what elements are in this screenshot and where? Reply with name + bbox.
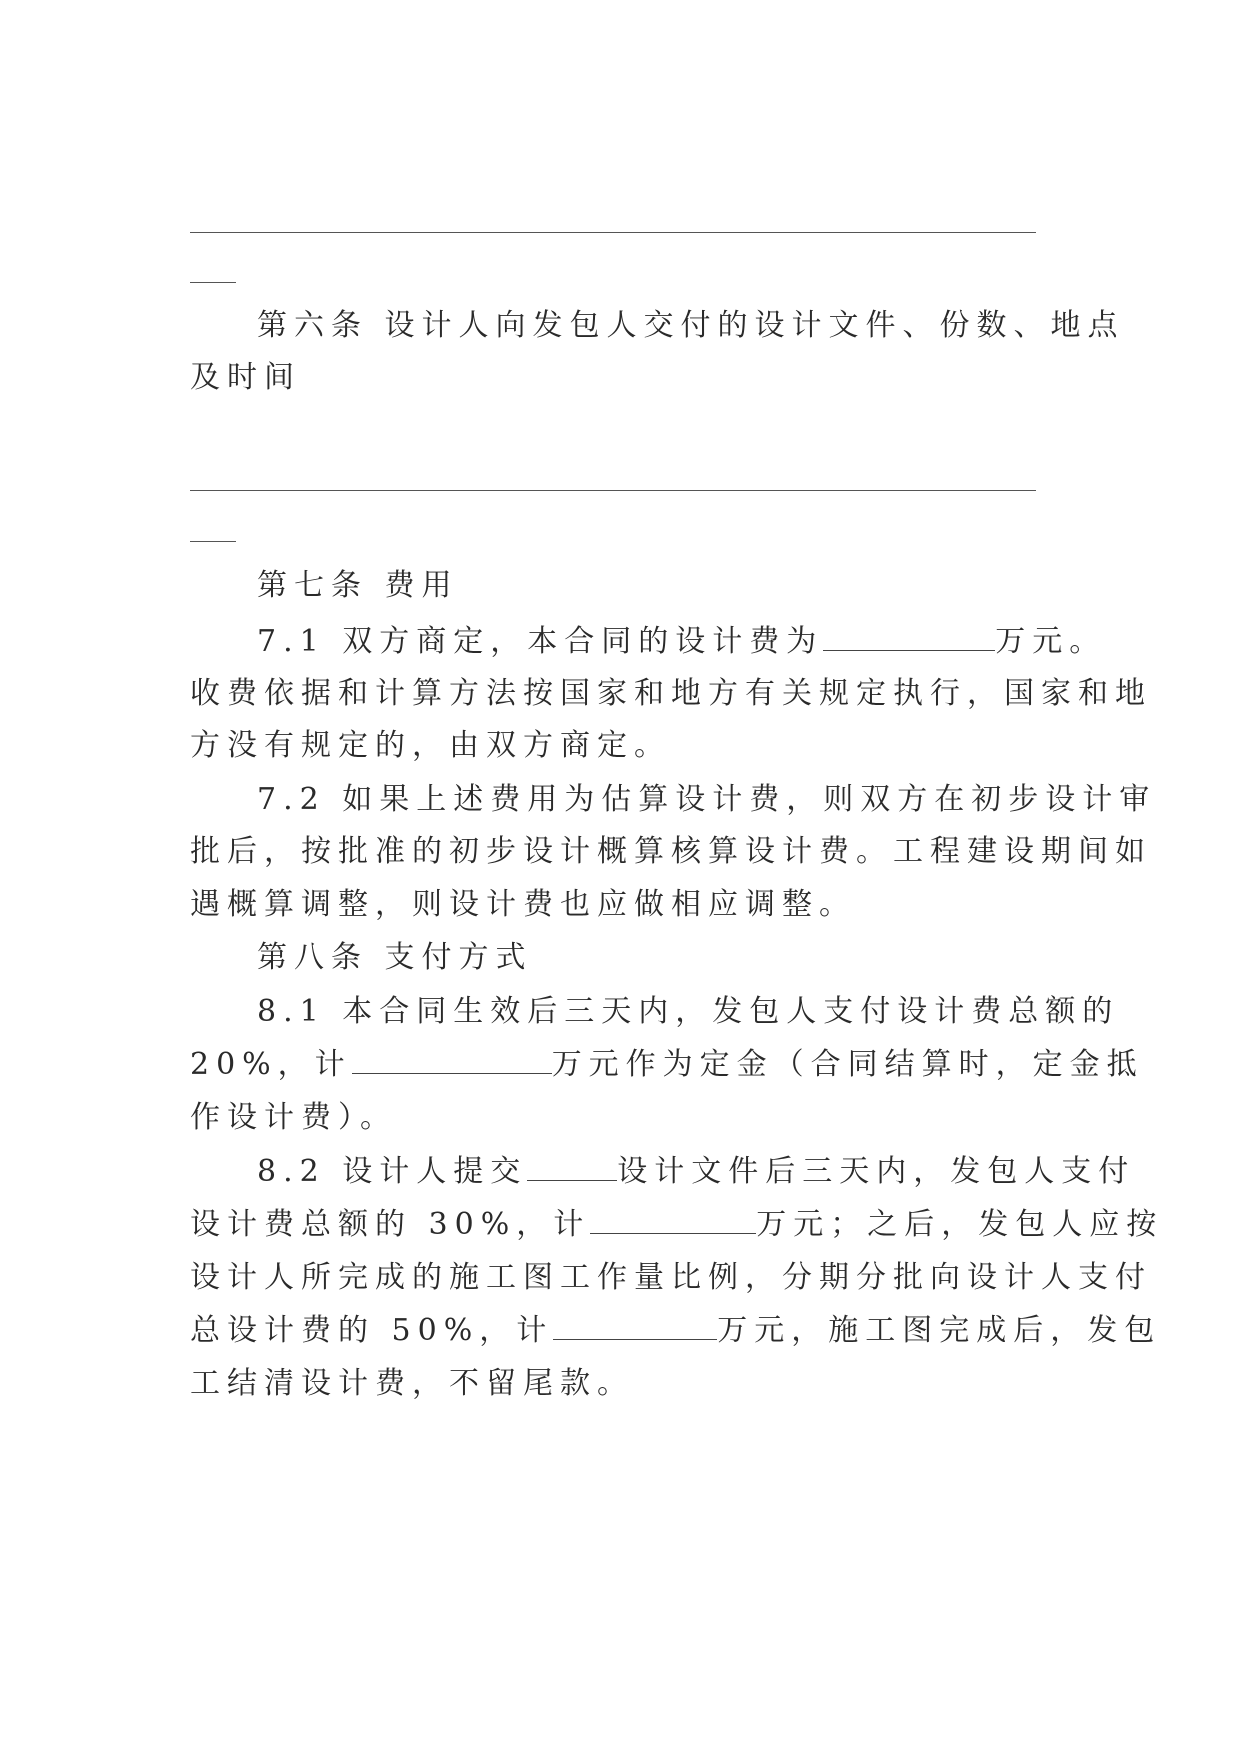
- p81-text-a: 20%，计: [190, 1047, 352, 1082]
- article8-p81-line3: 作设计费）。: [190, 1100, 397, 1135]
- article7-p72-line1: 7.2 如果上述费用为估算设计费，则双方在初步设计审: [257, 782, 1157, 817]
- article7-p72-line2: 批后，按批准的初步设计概算核算设计费。工程建设期间如: [190, 834, 1152, 869]
- article8-heading: 第八条 支付方式: [257, 940, 533, 975]
- p82-line4-text-b: 万元，施工图完成后，发包: [717, 1313, 1162, 1348]
- p81-text-b: 万元作为定金（合同结算时，定金抵: [551, 1047, 1144, 1082]
- fee-blank: [823, 624, 995, 651]
- article6-line2: 及时间: [190, 360, 301, 395]
- second-payment-blank: [590, 1207, 756, 1234]
- fill-in-line-tail: [190, 282, 236, 283]
- article8-p82-line4: [190, 1311, 1161, 1351]
- p82-text-a: 8.2 设计人提交: [257, 1154, 528, 1189]
- article7-heading: 第七条 费用: [257, 568, 459, 603]
- p82-line2-text-b: 万元；之后，发包人应按: [756, 1207, 1164, 1242]
- article8-p81-line2: [190, 1045, 1144, 1085]
- fill-in-line-tail: [190, 541, 236, 542]
- article8-p81-line1: 8.1 本合同生效后三天内，发包人支付设计费总额的: [257, 994, 1120, 1029]
- deposit-blank: [352, 1047, 552, 1074]
- fill-in-line: [190, 490, 1036, 491]
- p82-line4-text-a: 总设计费的 50%，计: [190, 1313, 554, 1348]
- article6-line1: 第六条 设计人向发包人交付的设计文件、份数、地点: [257, 308, 1125, 343]
- p82-line2-text-a: 设计费总额的 30%，计: [190, 1207, 591, 1242]
- article7-p71-line3: 方没有规定的，由双方商定。: [190, 728, 671, 763]
- article7-p71-line1: [257, 622, 1106, 662]
- article7-p72-line3: 遇概算调整，则设计费也应做相应调整。: [190, 887, 856, 922]
- p71-text-a: 7.1 双方商定，本合同的设计费为: [257, 624, 824, 659]
- fill-in-line: [190, 232, 1036, 233]
- article8-p82-line1: [257, 1152, 1135, 1192]
- article8-p82-line3: 设计人所完成的施工图工作量比例，分期分批向设计人支付: [190, 1260, 1152, 1295]
- article8-p82-line5: 工结清设计费，不留尾款。: [190, 1366, 634, 1401]
- p82-text-b: 设计文件后三天内，发包人支付: [617, 1154, 1136, 1189]
- p71-text-b: 万元。: [995, 624, 1107, 659]
- third-payment-blank: [553, 1313, 717, 1340]
- submission-blank: [527, 1154, 617, 1181]
- article8-p82-line2: [190, 1205, 1163, 1245]
- article7-p71-line2: 收费依据和计算方法按国家和地方有关规定执行，国家和地: [190, 676, 1152, 711]
